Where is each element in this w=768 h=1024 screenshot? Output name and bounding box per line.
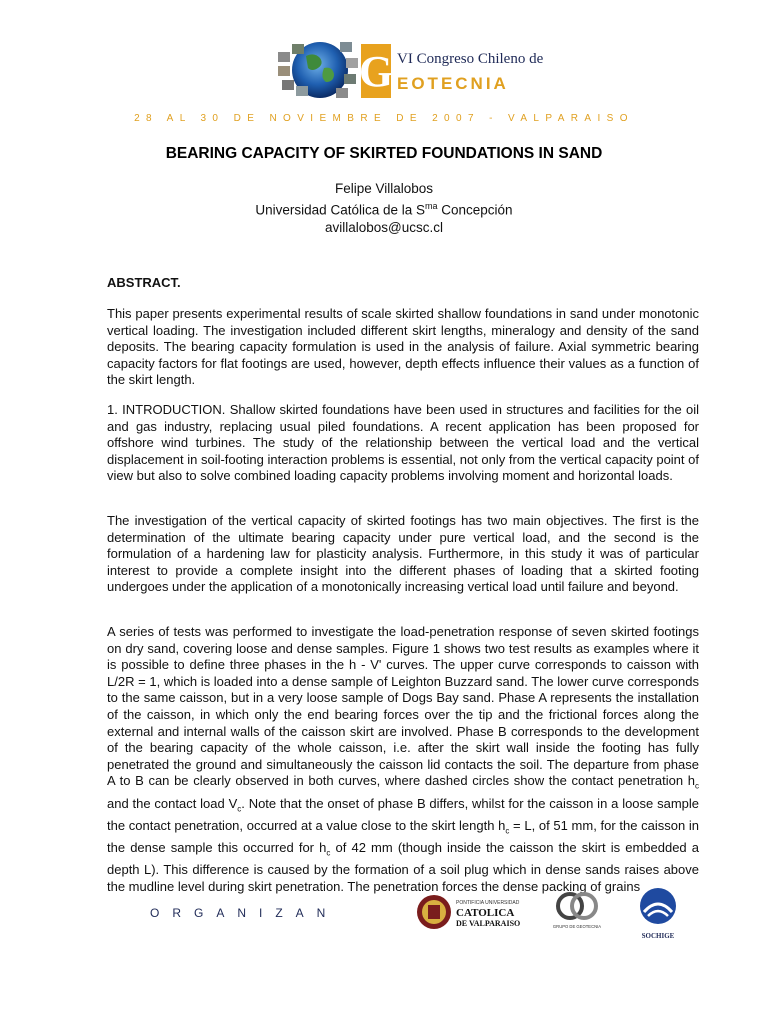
congress-word: EOTECNIA	[397, 74, 509, 93]
svg-text:SOCHIGE: SOCHIGE	[641, 932, 675, 940]
abstract-text: This paper presents experimental results of scale skirted shallow foundations in sand under monotonic vertical loading. The investigation included different skirt lengths, mineralogy and density of the sand deposits. The bearing capacity formulation is used in the analysis of failure. Axial symmetric bearing capacity factors for flat footings are used, however, depth effects influence their values as a function of the skirt length.	[107, 306, 699, 388]
sochige-logo	[634, 886, 682, 942]
g-letter-logo	[358, 44, 394, 98]
organizan-label: ORGANIZAN	[150, 906, 339, 920]
author-email: avillalobos@ucsc.cl	[325, 219, 443, 235]
abstract-heading: ABSTRACT.	[107, 275, 181, 290]
introduction-paragraph: 1. INTRODUCTION. Shallow skirted foundations have been used in structures and facilities for the oil and gas industry, replacing usual piled foundations. A recent application has been proposed for offshore wind turbines. The study of the relationship between the vertical load and the vertical displacement in soil-footing interaction problems is essential, not only from the vertical capacity point of view but also to solve combined loading capacity problems involving moment and horizontal loads.	[107, 402, 699, 484]
congress-dates: 28 AL 30 DE NOVIEMBRE DE 2007 - VALPARAISO	[134, 113, 634, 124]
congress-name: VI Congreso Chileno de	[397, 51, 544, 67]
grupo-geotecnia-logo	[550, 890, 604, 938]
objectives-paragraph: The investigation of the vertical capacity of skirted footings has two main objectives. The first is the determination of the ultimate bearing capacity under pure vertical load, and the second is the formulation of a hardening law for plasticity analysis. Furthermore, in this study it was of particular interest to provide a complete insight into the different phases of loading that a skirted footing undergoes under the application of a monotonically increasing vertical load until failure and beyond.	[107, 513, 699, 595]
globe-mosaic-logo	[276, 38, 360, 102]
paper-title: BEARING CAPACITY OF SKIRTED FOUNDATIONS IN SAND	[165, 145, 603, 162]
svg-text:DE VALPARAISO: DE VALPARAISO	[456, 919, 521, 928]
congress-header	[0, 38, 768, 102]
g-letter: G	[358, 47, 394, 96]
ucv-logo	[416, 892, 520, 932]
author-affiliation: Universidad Católica de la $S^{ma}$ Concepción	[255, 200, 513, 217]
organizers-footer	[0, 880, 768, 940]
author-name: Felipe Villalobos	[334, 181, 434, 196]
tests-paragraph: A series of tests was performed to investigate the load-penetration response of seven skirted footings on dry sand, covering loose and dense samples. Figure 1 shows two test results as examples where it is possible to define three phases in the h - V' curves. The upper curve corresponds to caisson with L/2R = 1, which is loaded into a dense sample of Leighton Buzzard sand. The lower curve corresponds to the same caisson, but in a very loose sample of Dogs Bay sand. Phase A represents the installation of the caisson, in which only the end bearing forces over the tip and the frictional forces along the external and internal walls of the caisson skirt are involved. Phase B corresponds to the development of the bearing capacity of the whole caisson, i.e. after the skirt wall inside the footing has fully penetrated the ground and simultaneously the caisson lid contacts the soil. The departure from phase A to B can be clearly observed in both curves, where dashed circles show the contact penetration $h_c$ and the contact load $V_c$. Note that the onset of phase B differs, whilst for the caisson in a loose sample the contact penetration, occurred at a value close to the skirt length $h_c = L$, of 51 mm, for the caisson in the dense sample this occurred for $h_c$ of 42 mm (though inside the caisson the skirt is embedded a depth L). This difference is caused by the formation of a soil plug which in dense sands raises above the mudline level during skirt penetration. The penetration forces the dense packing of grains	[107, 624, 700, 894]
svg-text:GRUPO DE GEOTECNIA: GRUPO DE GEOTECNIA	[552, 924, 602, 929]
author-block	[0, 180, 768, 236]
svg-text:PONTIFICIA UNIVERSIDAD: PONTIFICIA UNIVERSIDAD	[456, 900, 520, 906]
svg-text:CATOLICA: CATOLICA	[456, 907, 515, 919]
